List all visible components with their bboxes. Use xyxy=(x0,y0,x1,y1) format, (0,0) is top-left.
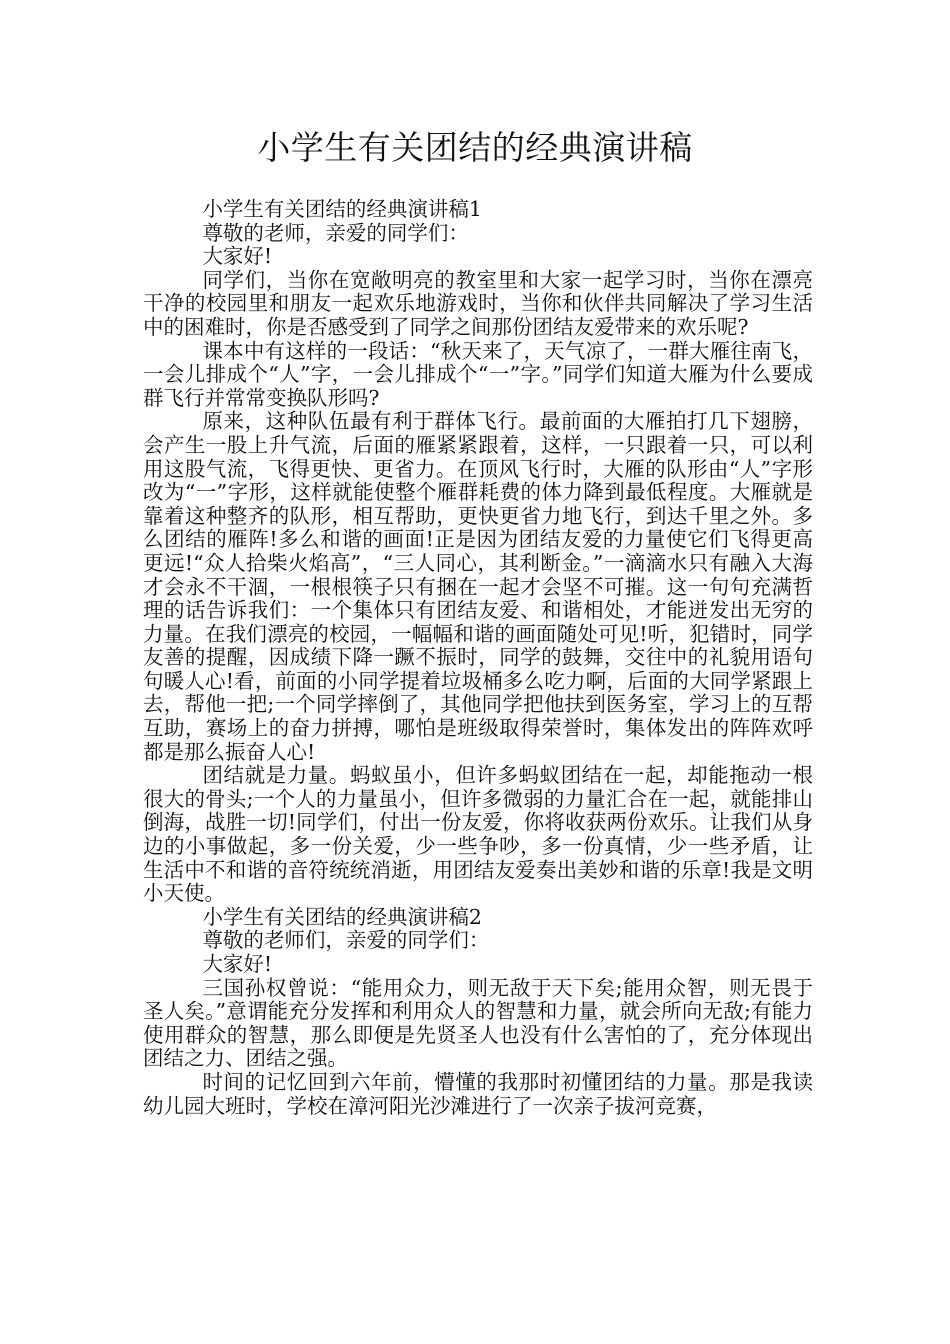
document-body xyxy=(143,198,813,1118)
paragraph: 团结就是力量。蚂蚁虽小，但许多蚂蚁团结在一起，却能拖动一根很大的骨头;一个人的力量虽小，但许多微弱的力量汇合在一起，就能排山倒海，战胜一切!同学们，付出一份友爱，你将收获两份欢乐。让我们从身边的小事做起，多一份关爱，少一些争吵，多一份真情，少一些矛盾，让生活中不和谐的音符统统消逝，用团结友爱奏出美妙和谐的乐章!我是文明小天使。 xyxy=(143,763,813,906)
salutation: 尊敬的老师们，亲爱的同学们： xyxy=(202,928,490,953)
section-heading: 小学生有关团结的经典演讲稿2 xyxy=(202,904,482,929)
section-heading: 小学生有关团结的经典演讲稿1 xyxy=(202,197,482,221)
paragraph: 课本中有这样的一段话：“秋天来了，天气凉了，一群大雁往南飞，一会儿排成个“人”字，一会儿排成个“一”字。”同学们知道大雁为什么要成群飞行并常常变换队形吗? xyxy=(143,338,813,410)
paragraph: 原来，这种队伍最有利于群体飞行。最前面的大雁拍打几下翅膀，会产生一股上升气流，后面的雁紧紧跟着，这样，一只跟着一只，可以利用这股气流，飞得更快、更省力。在顶风飞行时，大雁的队形由“人”字形改为“一”字形，这样就能使整个雁群耗费的体力降到最低程度。大雁就是靠着这种整齐的队形，相互帮助，更快更省力地飞行，到达千里之外。多么团结的雁阵!多么和谐的画面!正是因为团结友爱的力量使它们飞得更高更远!“众人拾柴火焰高”，“三人同心，其利断金。”一滴滴水只有融入大海才会永不干涸，一根根筷子只有捆在一起才会坚不可摧。这一句句充满哲理的话告诉我们：一个集体只有团结友爱、和谐相处，才能迸发出无穷的力量。在我们漂亮的校园，一幅幅和谐的画面随处可见!听，犯错时，同学友善的提醒，因成绩下降一蹶不振时，同学的鼓舞，交往中的礼貌用语句句暖人心!看，前面的小同学提着垃圾桶多么吃力啊，后面的大同学紧跟上去，帮他一把;一个同学摔倒了，其他同学把他扶到医务室，学习上的互帮互助，赛场上的奋力拼搏，哪怕是班级取得荣誉时，集体发出的阵阵欢呼都是那么振奋人心! xyxy=(143,409,813,764)
paragraph: 同学们，当你在宽敞明亮的教室里和大家一起学习时，当你在漂亮干净的校园里和朋友一起欢乐地游戏时，当你和伙伴共同解决了学习生活中的困难时，你是否感受到了同学之间那份团结友爱带来的欢乐呢? xyxy=(143,267,813,339)
paragraph: 时间的记忆回到六年前，懵懂的我那时初懂团结的力量。那是我读幼儿园大班时，学校在漳河阳光沙滩进行了一次亲子拔河竞赛， xyxy=(143,1069,813,1118)
paragraph: 三国孙权曾说：“能用众力，则无敌于天下矣;能用众智，则无畏于圣人矣。”意谓能充分发挥和利用众人的智慧和力量，就会所向无敌;有能力使用群众的智慧，那么即便是先贤圣人也没有什么害怕的了，充分体现出团结之力、团结之强。 xyxy=(143,975,813,1071)
document-title: 小学生有关团结的经典演讲稿 xyxy=(257,128,693,167)
greeting: 大家好! xyxy=(202,952,273,976)
salutation: 尊敬的老师，亲爱的同学们： xyxy=(202,220,469,245)
greeting: 大家好! xyxy=(202,244,273,269)
